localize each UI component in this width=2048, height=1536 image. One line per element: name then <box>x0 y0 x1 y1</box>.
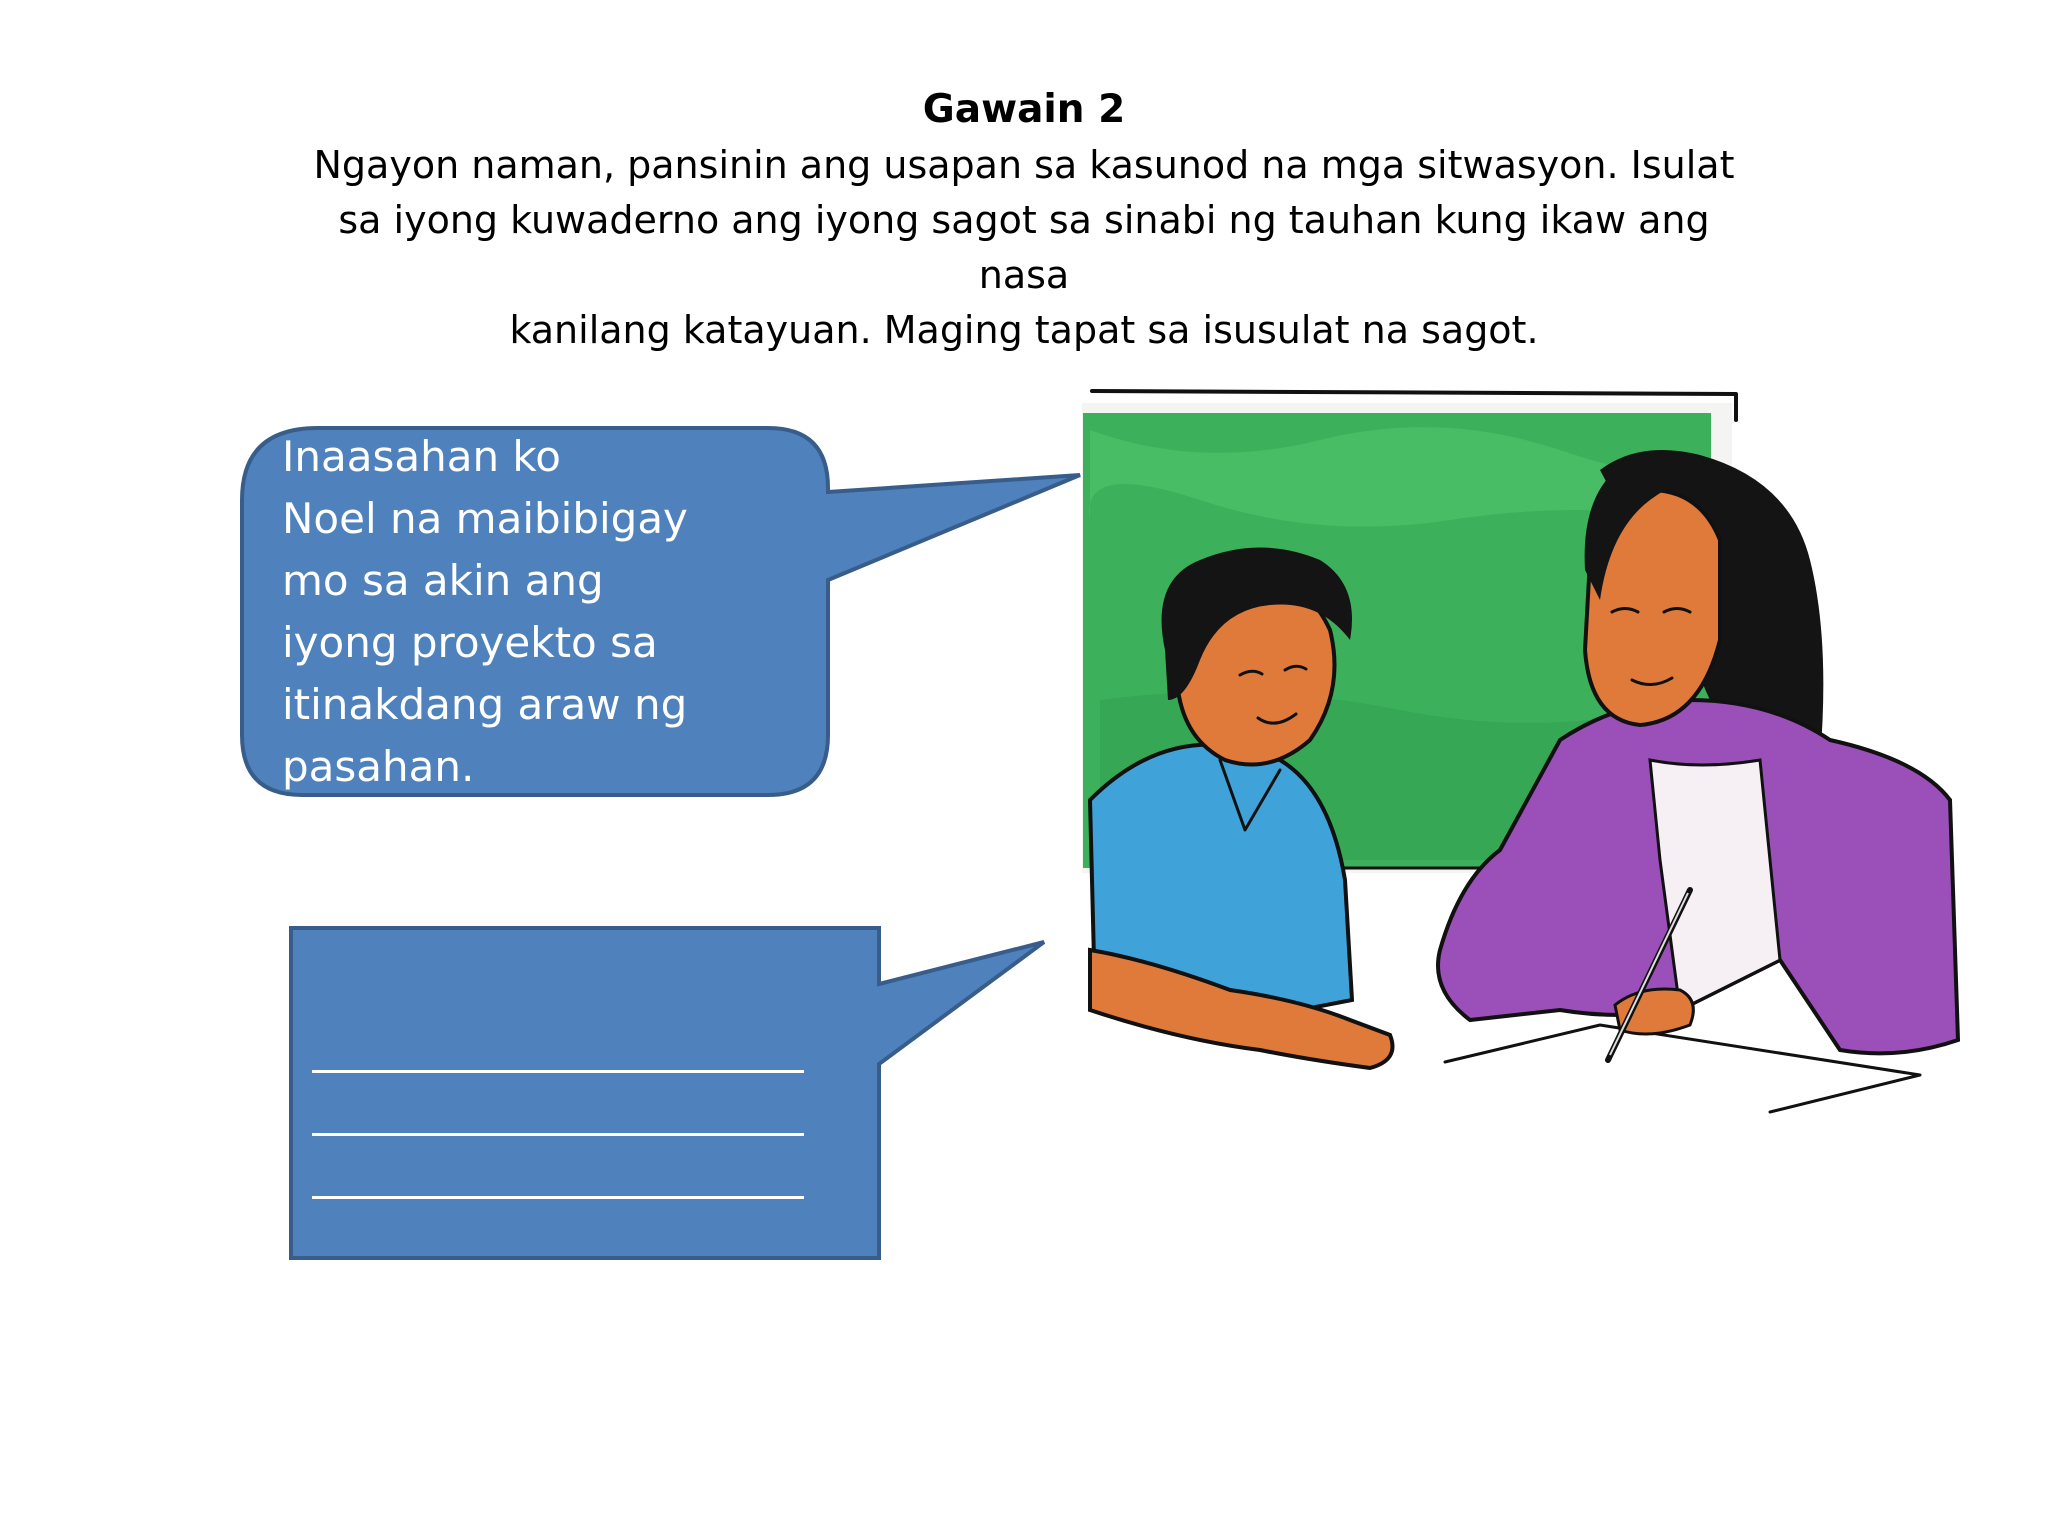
answer-blank-lines[interactable] <box>312 1010 812 1199</box>
bubble-line: Noel na maibibigay <box>282 494 688 543</box>
answer-blank-line[interactable] <box>312 1136 804 1199</box>
bubble-line: Inaasahan ko <box>282 432 561 481</box>
bubble-line: pasahan. <box>282 742 475 791</box>
bubble-line: iyong proyekto sa <box>282 618 658 667</box>
answer-blank-line[interactable] <box>312 1010 804 1073</box>
instruction-line: kanilang katayuan. Maging tapat sa isusulat na sagot. <box>509 308 1539 352</box>
instruction-line: sa iyong kuwaderno ang iyong sagot sa sinabi ng tauhan kung ikaw ang nasa <box>338 198 1710 297</box>
instruction-line: Ngayon naman, pansinin ang usapan sa kasunod na mga sitwasyon. Isulat <box>313 143 1735 187</box>
answer-blank-line[interactable] <box>312 1073 804 1136</box>
activity-title: Gawain 2 <box>922 87 1126 132</box>
teacher-bubble-text <box>282 426 802 798</box>
bubble-line: mo sa akin ang <box>282 556 604 605</box>
bubble-line: itinakdang araw ng <box>282 680 688 729</box>
teacher-and-student-illustration <box>1082 391 1960 1200</box>
